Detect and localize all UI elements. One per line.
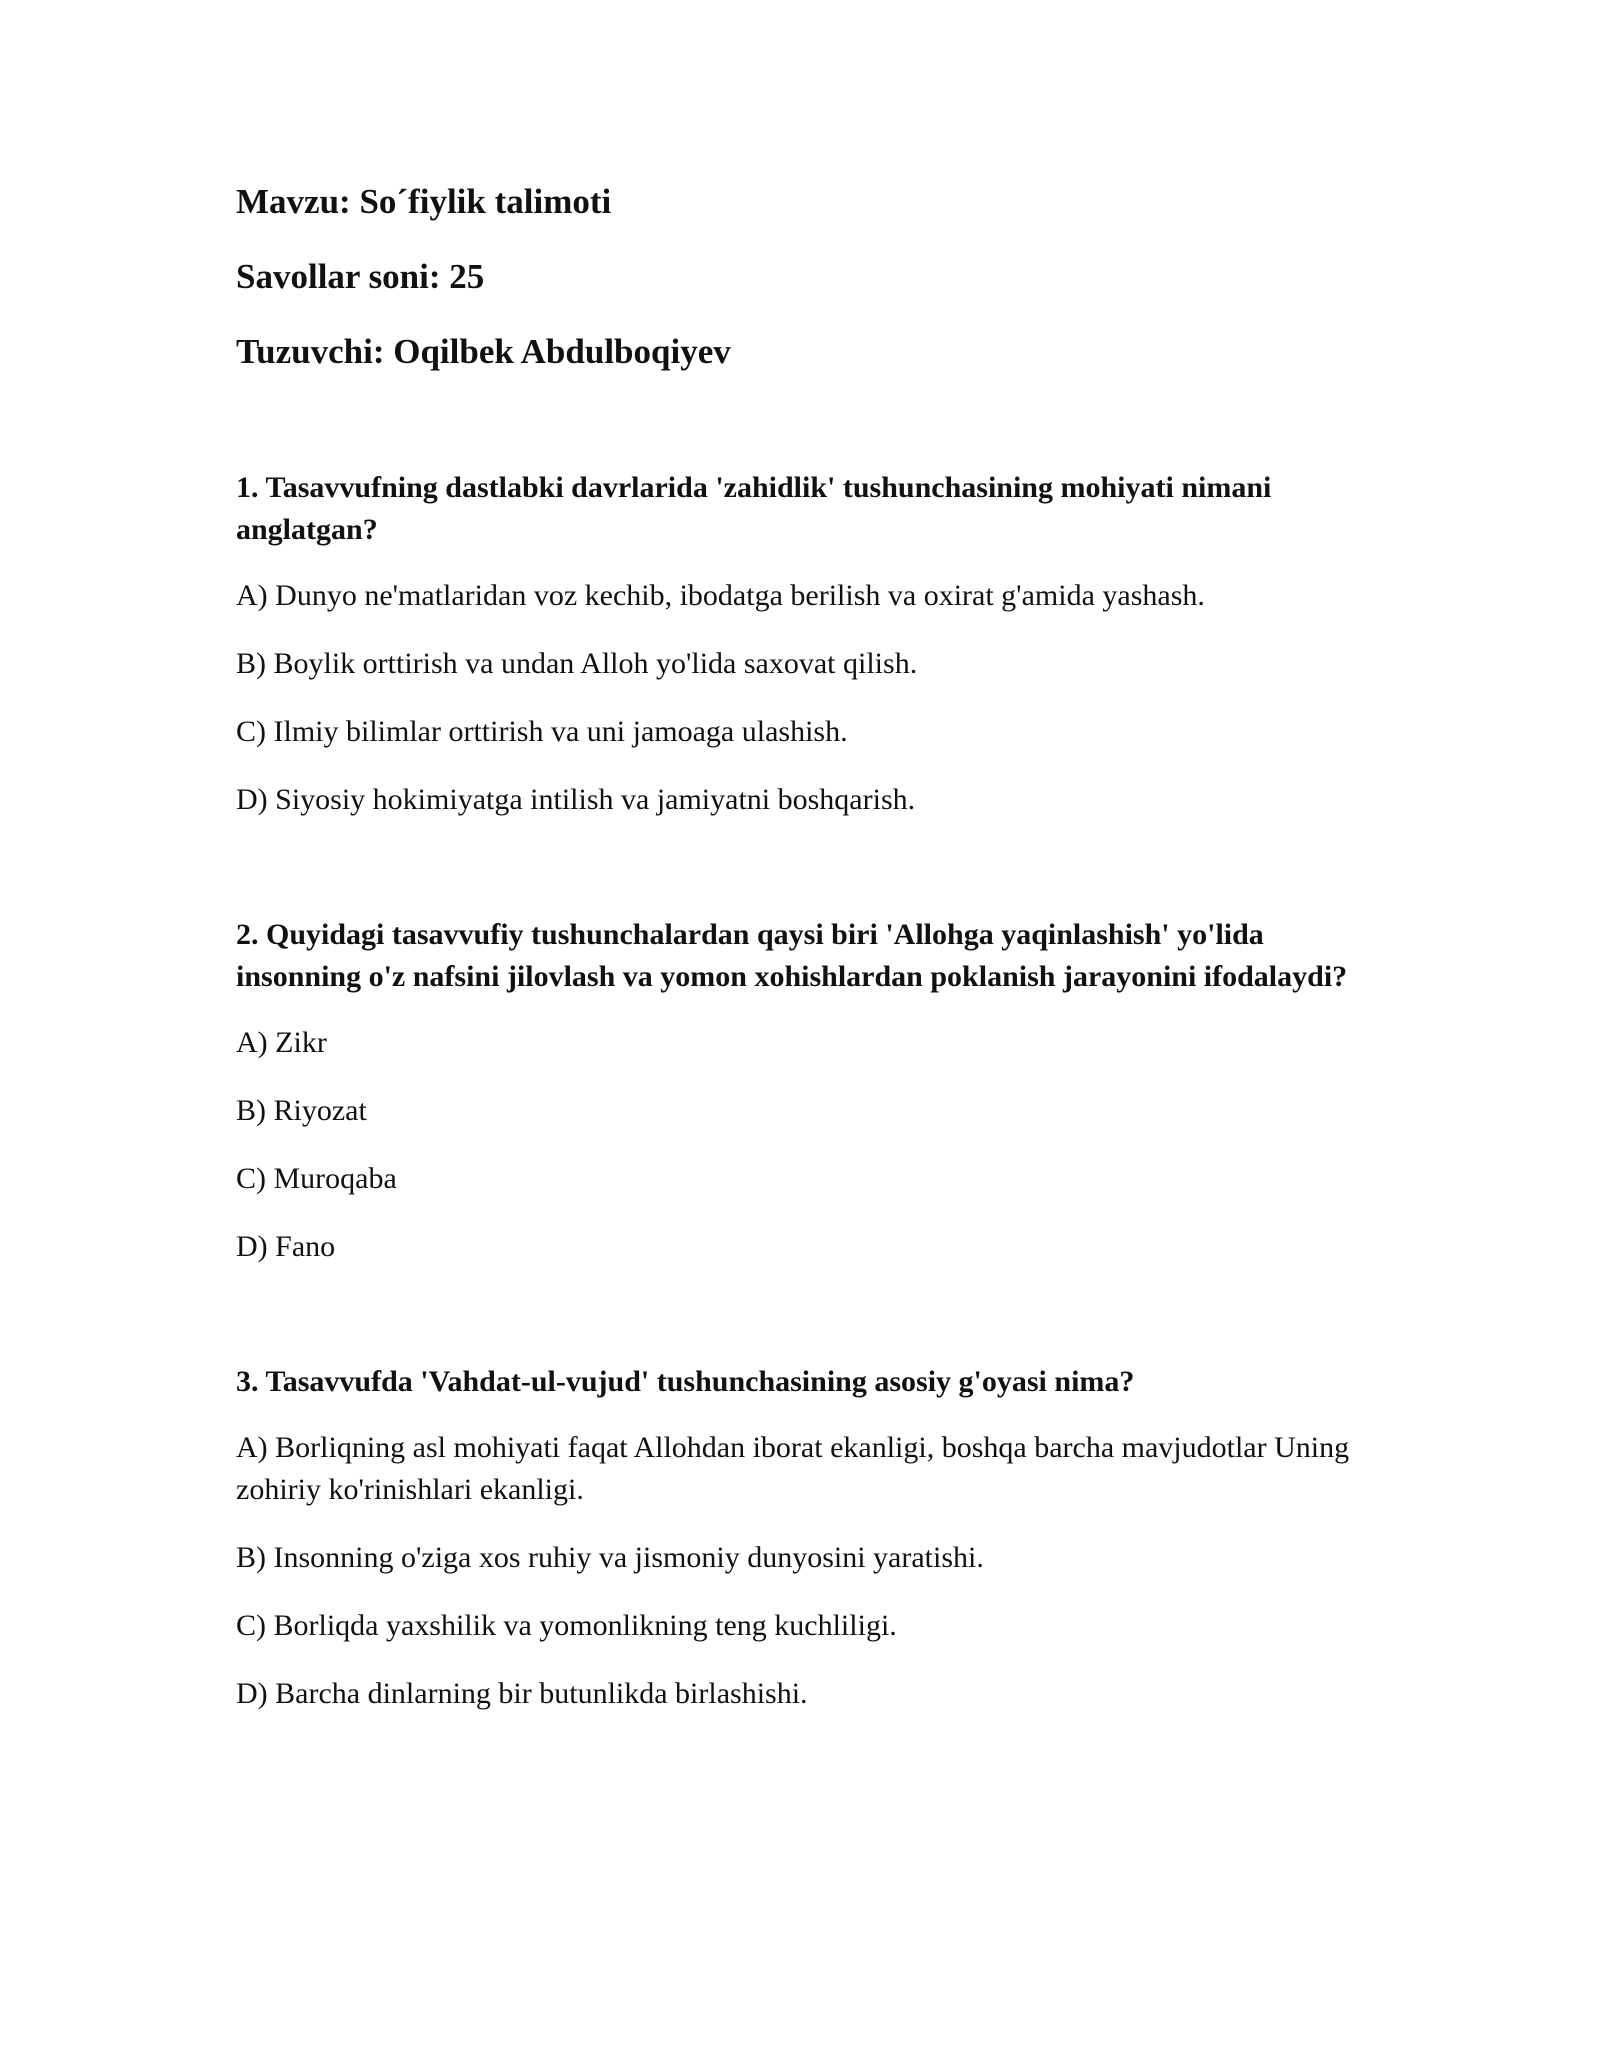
question-count: Savollar soni: 25 xyxy=(236,257,485,296)
answer-option-d: D) Barcha dinlarning bir butunlikda birlashishi. xyxy=(236,1677,808,1710)
question-2 xyxy=(236,914,1366,1268)
answer-option-c: C) Borliqda yaxshilik va yomonlikning teng kuchliligi. xyxy=(236,1609,897,1642)
question-3 xyxy=(236,1361,1366,1715)
question-text: 3. Tasavvufda 'Vahdat-ul-vujud' tushunchasining asosiy g'oyasi nima? xyxy=(236,1365,1135,1398)
answer-option-a: A) Zikr xyxy=(236,1026,327,1059)
question-text: 1. Tasavvufning dastlabki davrlarida 'zahidlik' tushunchasining mohiyati nimani anglatgan? xyxy=(236,471,1272,546)
answer-option-c: C) Muroqaba xyxy=(236,1162,397,1195)
question-text: 2. Quyidagi tasavvufiy tushunchalardan qaysi biri 'Allohga yaqinlashish' yo'lida insonning o'z nafsini jilovlash va yomon xohishlardan poklanish jarayonini ifodalaydi? xyxy=(236,918,1348,993)
author-line: Tuzuvchi: Oqilbek Abdulboqiyev xyxy=(236,332,731,371)
answer-option-c: C) Ilmiy bilimlar orttirish va uni jamoaga ulashish. xyxy=(236,715,848,748)
answer-option-d: D) Fano xyxy=(236,1230,336,1263)
document-header xyxy=(236,180,1366,374)
answer-option-d: D) Siyosiy hokimiyatga intilish va jamiyatni boshqarish. xyxy=(236,783,916,816)
topic-title: Mavzu: So´fiylik talimoti xyxy=(236,182,612,221)
document-page xyxy=(236,180,1366,1808)
answer-option-a: A) Borliqning asl mohiyati faqat Allohdan iborat ekanligi, boshqa barcha mavjudotlar Uning zohiriy ko'rinishlari ekanligi. xyxy=(236,1431,1350,1506)
answer-option-a: A) Dunyo ne'matlaridan voz kechib, ibodatga berilish va oxirat g'amida yashash. xyxy=(236,579,1205,612)
answer-option-b: B) Boylik orttirish va undan Alloh yo'lida saxovat qilish. xyxy=(236,647,918,680)
answer-option-b: B) Insonning o'ziga xos ruhiy va jismoniy dunyosini yaratishi. xyxy=(236,1541,984,1574)
answer-option-b: B) Riyozat xyxy=(236,1094,367,1127)
question-1 xyxy=(236,467,1366,821)
